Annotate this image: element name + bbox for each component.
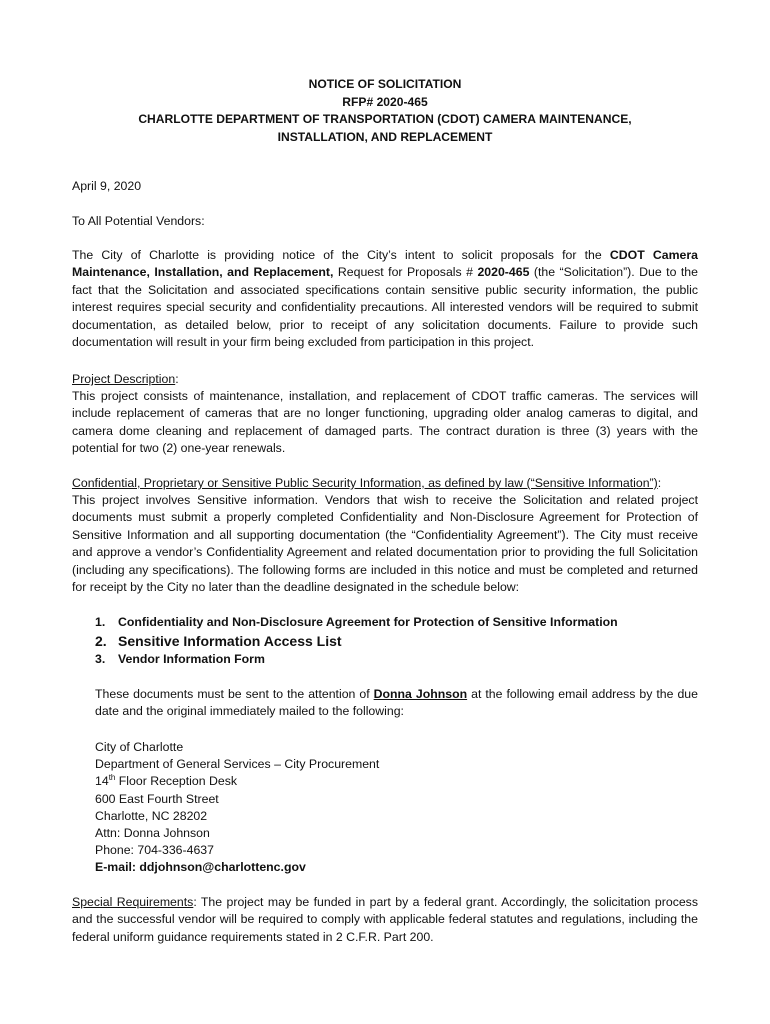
send-text-2: at the following email address by the due date and the original immediately mailed to the following: (95, 687, 698, 719)
list-item-number: 3. (95, 652, 106, 666)
header-rfp-number: RFP# 2020-465 (342, 94, 428, 109)
document-header (72, 76, 698, 146)
address-line: Phone: 704-336-4637 (95, 843, 214, 858)
header-title: NOTICE OF SOLICITATION (308, 77, 462, 91)
send-text-1: These documents must be sent to the attention of (95, 687, 374, 701)
contact-email: E-mail: ddjohnson@charlottenc.gov (95, 860, 306, 875)
list-item-number: 2. (95, 633, 107, 649)
intro-project-name: CDOT Camera Maintenance, Installation, and Replacement, (72, 248, 698, 280)
special-requirements-body: : The project may be funded in part by a federal grant. Accordingly, the solicitation process and the successful vendor will be required to comply with applicable federal statutes and regulations, including the federal uniform guidance requirements stated in 2 C.F.R. Part 200. (72, 895, 698, 944)
confidential-colon: : (657, 476, 662, 490)
intro-text-3: (the “Solicitation”). Due to the fact that the Solicitation and associated specifications contain sensitive public security information, the public interest requires special security and confidentiality precautions. All interested vendors will be required to submit documentation, as detailed below, prior to receipt of any solicitation documents. Failure to provide such documentation will result in your firm being excluded from participation in this project. (72, 265, 698, 350)
project-description-heading: Project Description (72, 372, 176, 386)
required-forms-list (72, 614, 698, 668)
confidential-body: This project involves Sensitive information. Vendors that wish to receive the Solicitation and related project documents must submit a properly completed Confidentiality and Non-Disclosure Agreement for Protection of Sensitive Information and all supporting documentation (the “Confidentiality Agreement”). The City must receive and approve a vendor’s Confidentiality Agreement and related documentation prior to providing the full Solicitation (including any specifications). The following forms are included in this notice and must be completed and returned for receipt by the City no later than the deadline designated in the schedule below: (72, 493, 698, 595)
intro-paragraph (72, 247, 698, 351)
address-line: Attn: Donna Johnson (95, 825, 210, 840)
header-project-title-line2: INSTALLATION, AND REPLACEMENT (277, 129, 493, 144)
list-item (72, 631, 698, 651)
project-description-colon: : (175, 372, 179, 386)
confidential-heading-line (72, 475, 698, 492)
intro-rfp-number: 2020-465 (477, 265, 530, 280)
form-access-list: Sensitive Information Access List (118, 633, 342, 649)
address-line: Charlotte, NC 28202 (95, 808, 208, 823)
salutation: To All Potential Vendors: (72, 214, 205, 228)
floor-suffix: th (108, 773, 116, 783)
project-description-heading-line (72, 371, 698, 388)
list-item (72, 614, 698, 631)
list-item (72, 651, 698, 668)
mailing-address (95, 739, 698, 877)
send-instructions (95, 686, 698, 721)
form-confidentiality-agreement: Confidentiality and Non-Disclosure Agreement for Protection of Sensitive Information (118, 615, 618, 629)
letter-date: April 9, 2020 (72, 179, 142, 193)
special-requirements (72, 894, 698, 946)
address-line (95, 773, 698, 790)
contact-name: Donna Johnson (373, 687, 468, 701)
form-vendor-information: Vendor Information Form (118, 652, 265, 666)
address-line: 600 East Fourth Street (95, 791, 219, 806)
special-requirements-heading: Special Requirements (72, 895, 194, 909)
floor-desc: Floor Reception Desk (115, 774, 238, 789)
intro-text-1: The City of Charlotte is providing notice of the City’s intent to solicit proposals for the (72, 248, 610, 262)
address-line: City of Charlotte (95, 740, 184, 754)
address-line: Department of General Services – City Procurement (95, 757, 380, 772)
list-item-number: 1. (95, 615, 106, 629)
header-project-title-line1: CHARLOTTE DEPARTMENT OF TRANSPORTATION (CDOT) CAMERA MAINTENANCE, (138, 112, 632, 127)
floor-number: 14 (95, 774, 109, 789)
intro-text-2: Request for Proposals # (333, 265, 478, 280)
project-description-body: This project consists of maintenance, installation, and replacement of CDOT traffic cameras. The services will include replacement of cameras that are no longer functioning, upgrading older analog cameras to digital, and camera dome cleaning and replacement of damaged parts. The contract duration is three (3) years with the potential for two (2) one-year renewals. (72, 389, 698, 456)
confidential-heading: Confidential, Proprietary or Sensitive Public Security Information, as defined by law (“Sensitive Information”) (72, 476, 658, 490)
